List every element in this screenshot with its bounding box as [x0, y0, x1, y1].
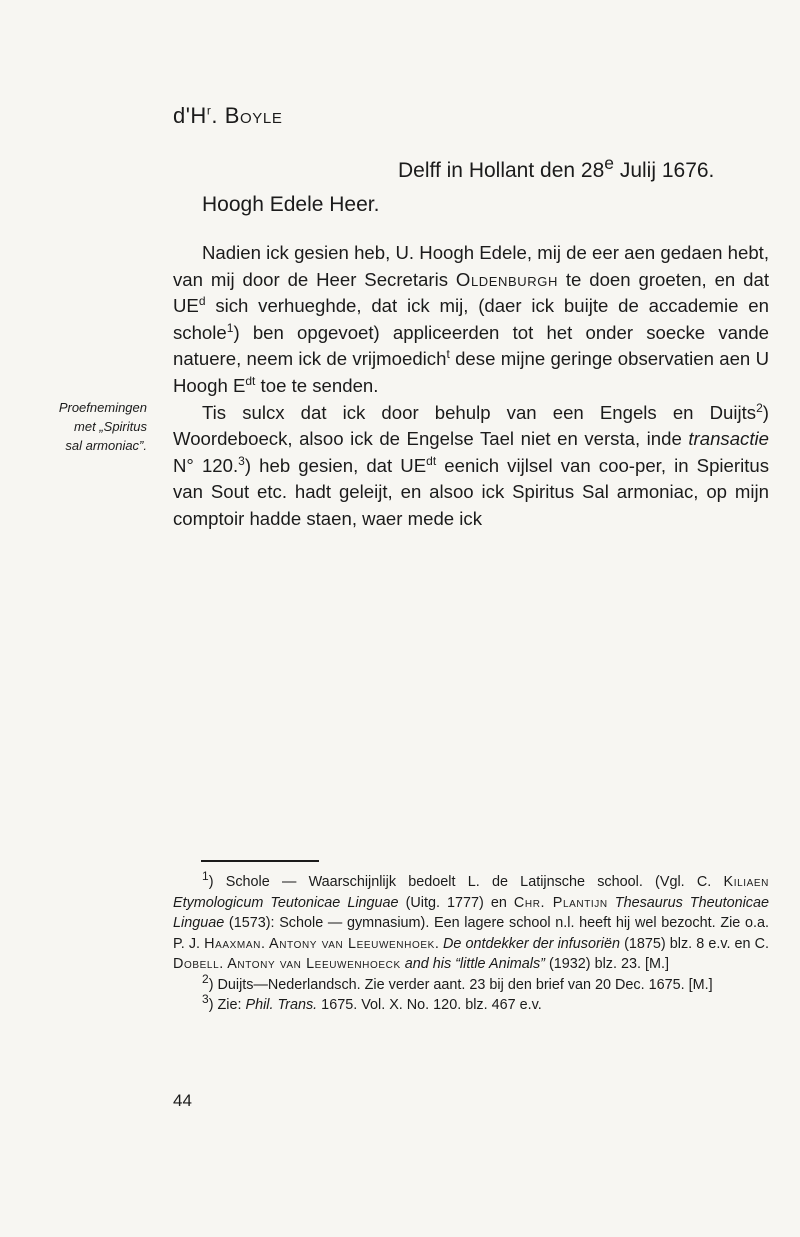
footnote-ref-2: 2	[756, 400, 763, 415]
margin-note-line: sal armoniac”.	[65, 438, 147, 453]
salutation: Hoogh Edele Heer.	[202, 193, 380, 216]
heading-superscript: r	[206, 103, 212, 118]
dateline-pre: Delff in Hollant den 28	[398, 159, 605, 182]
name-oldenburgh: Oldenburgh	[455, 268, 558, 290]
dateline	[398, 153, 714, 183]
footnote-ref-3: 3	[238, 453, 245, 468]
paragraph-2: Tis sulcx dat ick door behulp van een Engels en Duijts$^2$) Woordeboeck, alsoo ick de Engelse Tael niet en versta, inde transactie N° 120.$^3$) heb gesien, dat $UE^{dt}$ eenich vijlsel van coo-per, in Spieritus van Sout etc. hadt geleijt, en alsoo ick Spiritus Sal armoniac, op mijn comptoir hadde staen, waer mede ick	[173, 400, 770, 529]
paragraph-1: Nadien ick gesien heb, U. Hoogh Edele, mij de eer aen gedaen hebt, van mij door de Heer Secretaris Oldenburgh te doen groeten, en dat $UE^d$ sich verhueghde, dat ick mij, (daer ick buijte de accademie en schole$^1$) ben opgevoet) appliceerden tot het onder soecke vande natuere, neem ick de vrijmoedich$^t$ dese mijne geringe observatien aen U Hoogh $E^{dt}$ toe te senden.	[173, 242, 770, 396]
footnote-3: $^3$) Zie: Phil. Trans. 1675. Vol. X. No. 120. blz. 467 e.v.	[202, 992, 542, 1013]
letter-body	[173, 240, 769, 533]
margin-note-line: met „Spiritus	[74, 419, 147, 434]
footnotes	[173, 869, 770, 1016]
footnote-1: $^1$) Schole — Waarschijnlijk bedoelt L. de Latijnsche school. (Vgl. C. Kiliaen Etymologicum Teutonicae Linguae (Uitg. 1777) en Chr. Plantijn Thesaurus Theutonicae Linguae (1573): Schole — gymnasium). Een lagere school n.l. heeft hij wel bezocht. Zie o.a. P. J. Haaxman. Antony van Leeuwenhoek. De ontdekker der infusoriën (1875) blz. 8 e.v. en C. Dobell. Antony van Leeuwenhoeck and his “little Animals” (1932) blz. 23. [M.]	[173, 869, 770, 972]
margin-note	[0, 398, 147, 455]
dateline-superscript: e	[604, 153, 614, 173]
running-heading	[173, 103, 282, 129]
margin-note-line: Proefnemingen	[58, 400, 147, 415]
dateline-post: Julij 1676.	[613, 159, 715, 182]
heading-name: d'H	[173, 103, 207, 128]
heading-rest: . Boyle	[211, 103, 283, 128]
footnote-ref-1: 1	[226, 320, 234, 335]
footnote-2: $^2$) Duijts—Nederlandsch. Zie verder aant. 23 bij den brief van 20 Dec. 1675. [M.]	[202, 971, 713, 993]
footnote-rule	[201, 860, 319, 862]
page-number: 44	[173, 1091, 192, 1110]
